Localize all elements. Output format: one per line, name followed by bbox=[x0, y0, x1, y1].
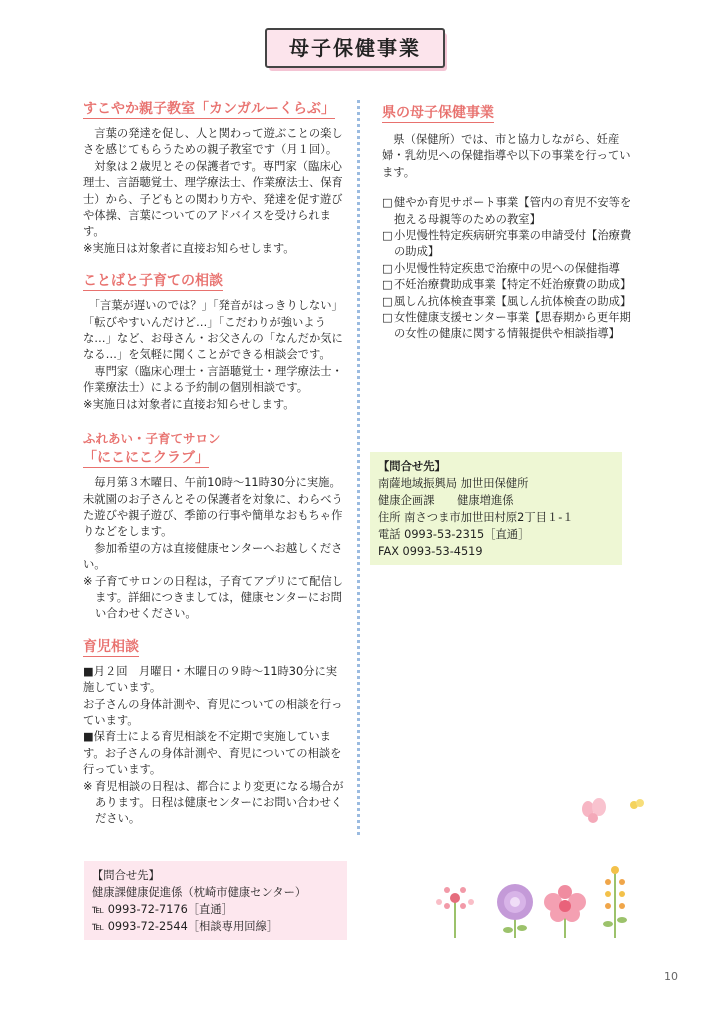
contact-fax: FAX 0993-53-4519 bbox=[378, 545, 483, 558]
checkbox-icon: □ bbox=[382, 294, 393, 308]
section-note: ※実施日は対象者に直接お知らせします。 bbox=[83, 241, 295, 255]
checkbox-icon: □ bbox=[382, 278, 393, 292]
section-paragraph: ■保育士による育児相談を不定期で実施しています。お子さんの身体計測や、育児についての相談を行っています。 bbox=[83, 730, 342, 777]
section-paragraph: 参加希望の方は直接健康センターへお越しください。 bbox=[83, 541, 343, 572]
flower-decoration-icon bbox=[425, 790, 655, 940]
contact-phone: 電話 0993-53-2315［直通］ bbox=[378, 528, 530, 541]
contact-dept: 健康課健康促進係（枕崎市健康センター） bbox=[92, 886, 307, 899]
list-item: □ 風しん抗体検査事業【風しん抗体検査の助成】 bbox=[382, 294, 636, 310]
section-paragraph: 専門家（臨床心理士・言語聴覚士・理学療法士・作業療法士）による予約制の個別相談です。 bbox=[83, 364, 343, 395]
section-note: ※実施日は対象者に直接お知らせします。 bbox=[83, 397, 295, 411]
section-heading-kotoba: ことばと子育ての相談 bbox=[83, 273, 223, 290]
list-item: □ 小児慢性特定疾病研究事業の申請受付【治療費の助成】 bbox=[382, 228, 636, 261]
list-item: □ 女性健康支援センター事業【思春期から更年期の女性の健康に関する情報提供や相談指導】 bbox=[382, 310, 636, 343]
page-title: 母子保健事業 bbox=[265, 28, 445, 68]
contact-division: 健康企画課 健康増進係 bbox=[378, 494, 514, 507]
section-paragraph: 対象は２歳児とその保護者です。専門家（臨床心理士、言語聴覚士、理学療法士、作業療法士、保育士）から、子どもとの関わり方や、発達を促す遊びや体操、言葉についてのアドバイスを受けられます。 bbox=[83, 159, 343, 239]
section-paragraph: ■月２回 月曜日・木曜日の９時～11時30分に実施しています。 bbox=[83, 664, 338, 695]
left-column bbox=[83, 98, 347, 828]
checkbox-icon: □ bbox=[382, 196, 393, 210]
section-paragraph: お子さんの身体計測や、育児についての相談を行っています。 bbox=[83, 697, 343, 727]
list-item: □ 小児慢性特定疾患で治療中の児への保健指導 bbox=[382, 261, 636, 277]
contact-label: 【問合せ先】 bbox=[378, 460, 446, 473]
section-paragraph: 毎月第３木曜日、午前10時～11時30分に実施。未就園のお子さんとその保護者を対象に、わらべうた遊びや親子遊び、季節の行事や簡単なおもちゃ作りなどをします。 bbox=[83, 476, 343, 539]
contact-tel: ℡ 0993-72-2544［相談専用回線］ bbox=[92, 920, 279, 933]
checkbox-icon: □ bbox=[382, 311, 393, 325]
section-heading-salon: 「にこにこクラブ」 bbox=[83, 450, 209, 467]
butterfly-icon bbox=[582, 798, 606, 823]
contact-tel: ℡ 0993-72-7176［直通］ bbox=[92, 903, 233, 916]
section-paragraph: 言葉の発達を促し、人と関わって遊ぶことの楽しさを感じてもらうための親子教室です（月１回）。 bbox=[83, 127, 343, 157]
right-column bbox=[382, 102, 636, 343]
list-item: □ 健やか育児サポート事業【管内の育児不安等を抱える母親等のための教室】 bbox=[382, 195, 636, 228]
checkbox-icon: □ bbox=[382, 229, 393, 243]
butterfly-icon bbox=[630, 799, 644, 809]
contact-label: 【問合せ先】 bbox=[92, 869, 160, 882]
contact-address: 住所 南さつま市加世田村原2丁目１-１ bbox=[378, 511, 574, 524]
checkbox-icon: □ bbox=[382, 261, 393, 275]
section-heading-prefecture: 県の母子保健事業 bbox=[382, 105, 494, 121]
section-paragraph: 「言葉が遅いのでは？」「発音がはっきりしない」「転びやすいんだけど…」「こだわりが強いような…」など、お母さん・お父さんの「なんだか気になる…」を気軽に聞くことができる相談会です。 bbox=[83, 299, 343, 362]
contact-box-prefecture bbox=[370, 452, 622, 565]
contact-office: 南薩地域振興局 加世田保健所 bbox=[378, 477, 529, 490]
contact-box-city bbox=[84, 861, 347, 940]
section-heading-kangaroo: すこやか親子教室「カンガルーくらぶ」 bbox=[83, 101, 335, 117]
section-heading-salon-sub: ふれあい・子育てサロン bbox=[83, 431, 221, 447]
page-title-banner bbox=[265, 28, 449, 72]
page-number: 10 bbox=[664, 970, 678, 983]
section-note: ※ 育児相談の日程は、都合により変更になる場合があります。日程は健康センターにお問い合わせください。 bbox=[83, 779, 344, 826]
section-note: ※ 子育てサロンの日程は，子育てアプリにて配信します。詳細につきましては，健康センターにお問い合わせください。 bbox=[83, 574, 344, 621]
column-divider bbox=[357, 100, 360, 835]
section-heading-ikuji: 育児相談 bbox=[83, 638, 139, 655]
program-list bbox=[382, 195, 636, 343]
section-paragraph: 県（保健所）では、市と協力しながら、妊産婦・乳幼児への保健指導や以下の事業を行っています。 bbox=[382, 133, 631, 179]
list-item: □ 不妊治療費助成事業【特定不妊治療費の助成】 bbox=[382, 277, 636, 293]
